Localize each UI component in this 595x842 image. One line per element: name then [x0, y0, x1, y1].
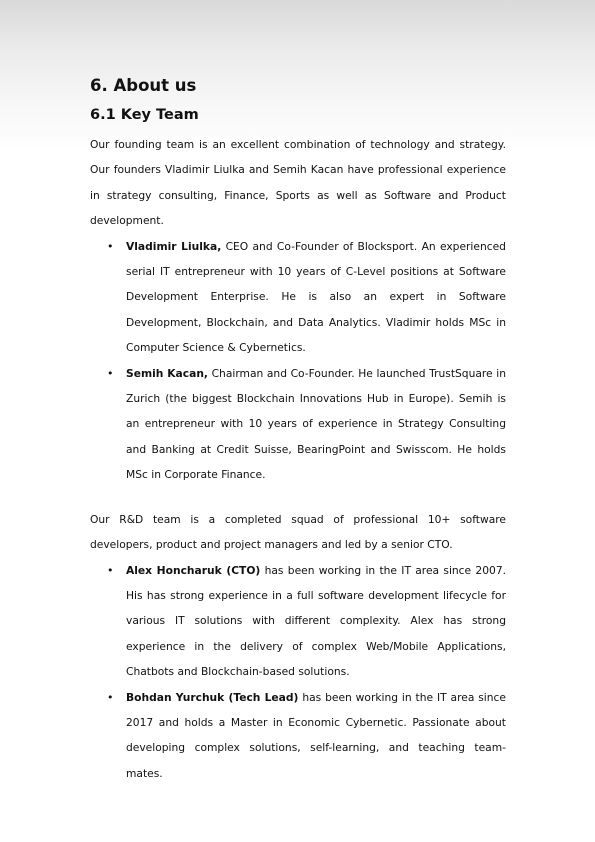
- person-description: Chairman and Co-Founder. He launched TrustSquare in Zurich (the biggest Blockchain Innovations Hub in Europe). Semih is an entrepreneur with 10 years of experience in Strategy Consulting and Banking at Credit Suisse, BearingPoint and Swisscom. He holds MSc in Corporate Finance.: [126, 366, 506, 482]
- list-item: [107, 234, 506, 361]
- person-name: Vladimir Liulka,: [126, 239, 222, 253]
- rd-intro-paragraph: Our R&D team is a completed squad of professional 10+ software developers, product and project managers and led by a senior CTO.: [90, 512, 506, 552]
- person-name: Semih Kacan,: [126, 366, 208, 380]
- bullet-icon: •: [107, 366, 114, 380]
- rd-team-list: [90, 558, 506, 787]
- section-title: 6. About us: [90, 76, 197, 95]
- list-item: [107, 361, 506, 488]
- paragraph-spacer: [90, 488, 506, 507]
- list-item: [107, 558, 507, 685]
- subsection-title: 6.1 Key Team: [90, 107, 199, 123]
- person-description: has been working in the IT area since 2007. His has strong experience in a full software development lifecycle for various IT solutions with different complexity. Alex has strong experience in the delivery of complex Web/Mobile Applications, Chatbots and Blockchain-based solutions.: [126, 563, 507, 679]
- bullet-icon: •: [107, 563, 114, 577]
- person-description: has been working in the IT area since 2017 and holds a Master in Economic Cybernetic. Passionate about developing complex solutions, self-learning, and teaching team-mates.: [126, 690, 507, 780]
- person-description: CEO and Co-Founder of Blocksport. An experienced serial IT entrepreneur with 10 years of C-Level positions at Software Development Enterprise. He is also an expert in Software Development, Blockchain, and Data Analytics. Vladimir holds MSc in Computer Science & Cybernetics.: [126, 239, 506, 355]
- person-name: Alex Honcharuk (CTO): [126, 563, 261, 577]
- bullet-icon: •: [107, 690, 114, 704]
- bullet-icon: •: [107, 239, 114, 253]
- person-name: Bohdan Yurchuk (Tech Lead): [126, 690, 299, 704]
- founders-list: [90, 234, 506, 488]
- document-body: [90, 74, 506, 786]
- founders-intro-paragraph: Our founding team is an excellent combination of technology and strategy. Our founders Vladimir Liulka and Semih Kacan have professional experience in strategy consulting, Finance, Sports as well as Software and Product development.: [90, 138, 506, 228]
- list-item: [107, 685, 507, 787]
